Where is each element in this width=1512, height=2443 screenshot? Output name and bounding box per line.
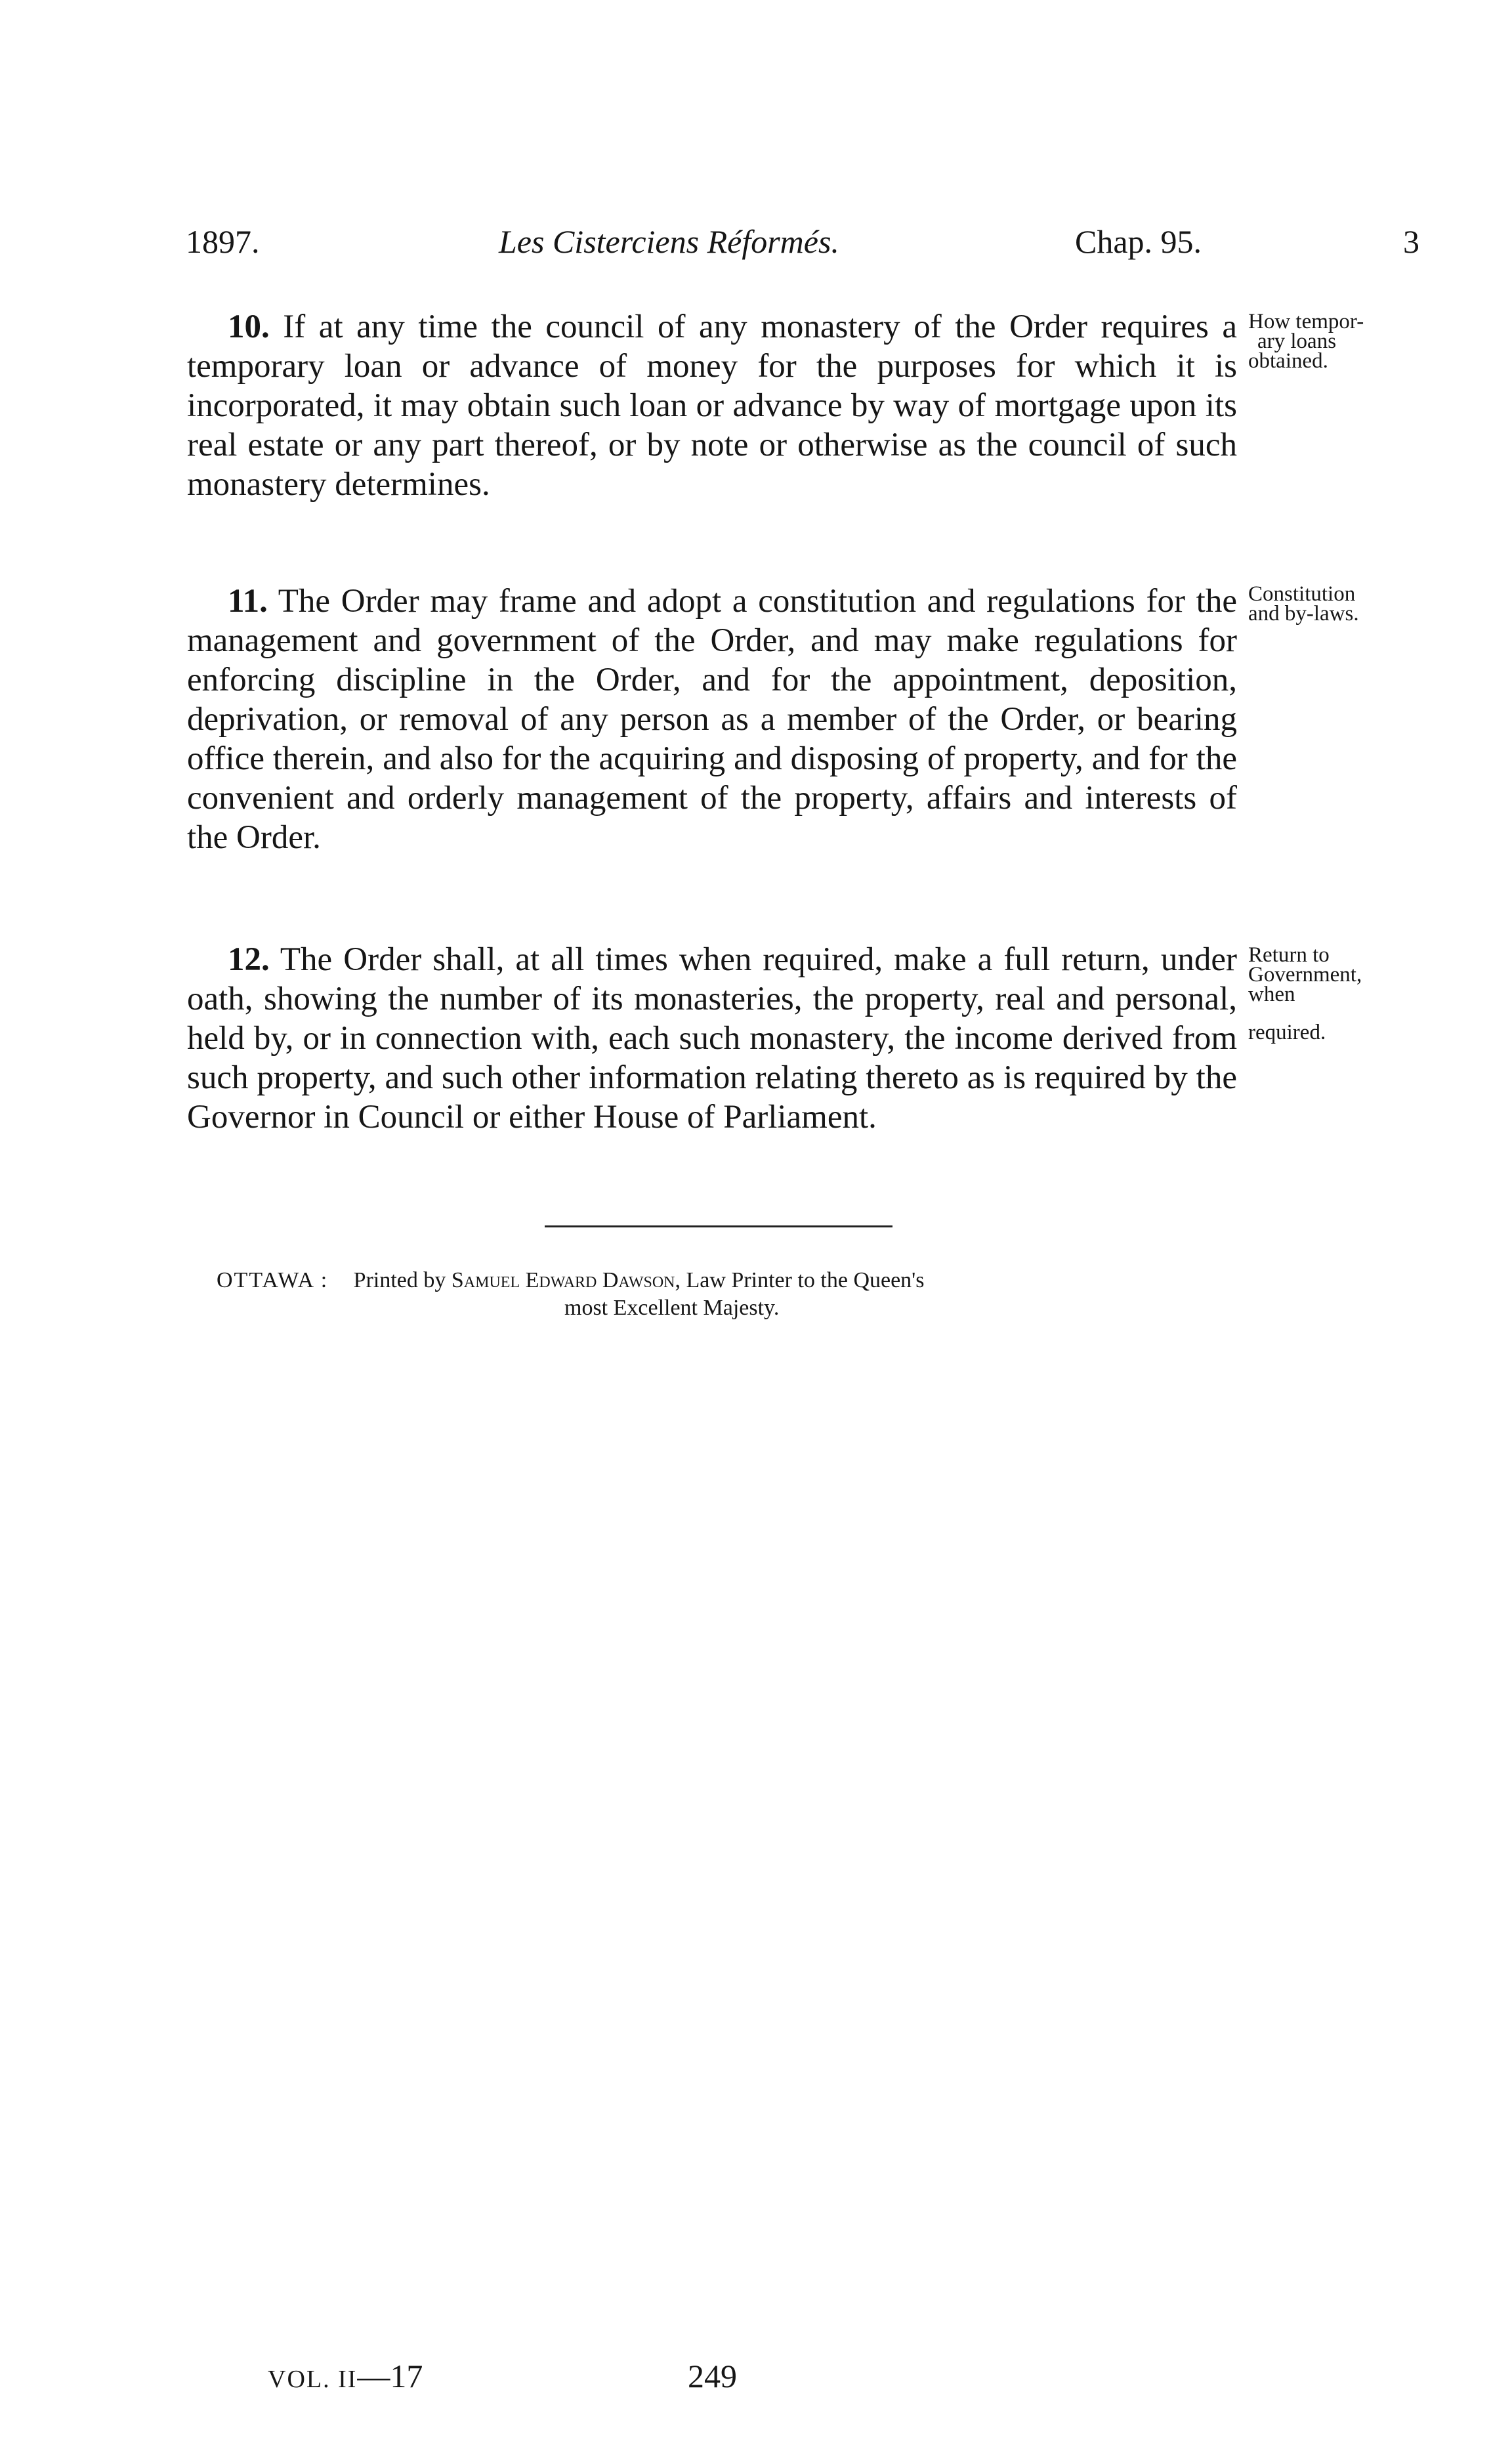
margin-note-12-line: Return to	[1248, 943, 1330, 967]
section-11	[187, 582, 1237, 857]
section-11-text: The Order may frame and adopt a constitution and regulations for the management and government of the Order, and may make regulations for enforcing discipline in the Order, and for the appointment, deposition, deprivation, or removal of any person as a member of the Order, or bearing office therein, and also for the acquiring and disposing of property, and for the convenient and orderly management of the property, affairs and interests of the Order.	[187, 583, 1237, 856]
margin-note-12-line: Government,	[1248, 963, 1362, 987]
section-12	[187, 940, 1237, 1137]
margin-note-12-line: when	[1248, 983, 1295, 1006]
section-12-number: 12.	[228, 941, 270, 978]
header-page-number: 3	[1403, 223, 1419, 260]
section-10-text: If at any time the council of any monastery of the Order requires a temporary loan or advance of money for the purposes for which it is incorporated, it may obtain such loan or advance by way of mortgage upon its real estate or any part thereof, or by note or otherwise as the council of such monastery determines.	[187, 308, 1237, 503]
section-12-paragraph	[187, 940, 1237, 1137]
header-chapter: Chap. 95.	[1075, 223, 1202, 260]
footer-volume-prefix: VOL. II	[268, 2366, 358, 2393]
margin-note-10	[1248, 312, 1419, 371]
margin-note-10-line: obtained.	[1248, 349, 1328, 373]
imprint-printer-name: Samuel Edward Dawson,	[451, 1268, 681, 1292]
section-10-paragraph	[187, 307, 1237, 504]
margin-note-10-line: How tempor-	[1248, 310, 1364, 333]
footer-volume-suffix: —17	[357, 2358, 423, 2394]
section-11-number: 11.	[228, 583, 268, 620]
margin-note-11-line: and by-laws.	[1248, 602, 1359, 626]
printer-imprint	[217, 1267, 1240, 1322]
margin-note-12	[1248, 945, 1419, 1042]
margin-note-12-line: required.	[1248, 1021, 1326, 1044]
footer-folio: 249	[688, 2358, 737, 2394]
margin-note-11-line: Constitution	[1248, 582, 1356, 606]
section-10-number: 10.	[228, 308, 270, 345]
imprint-line-1	[217, 1267, 1240, 1294]
section-12-text: The Order shall, at all times when required, make a full return, under oath, showing the number of its monasteries, the property, real and personal, held by, or in connection with, each such monastery, the income derived from such property, and such other information relating thereto as is required by the Governor in Council or either House of Parliament.	[187, 941, 1237, 1136]
margin-note-11	[1248, 584, 1419, 624]
imprint-printer-role: Law Printer to the Queen's	[686, 1268, 925, 1292]
imprint-city: OTTAWA :	[217, 1268, 329, 1292]
header-title: Les Cisterciens Réformés.	[499, 223, 839, 260]
footer-volume	[268, 2356, 423, 2399]
margin-note-10-line: ary loans	[1257, 329, 1337, 353]
imprint-line-2: most Excellent Majesty.	[564, 1296, 780, 1320]
imprint-printed-by: Printed by	[353, 1268, 446, 1292]
section-11-paragraph	[187, 582, 1237, 857]
header-year: 1897.	[186, 223, 260, 260]
section-divider-rule	[545, 1225, 892, 1227]
section-10	[187, 307, 1237, 504]
